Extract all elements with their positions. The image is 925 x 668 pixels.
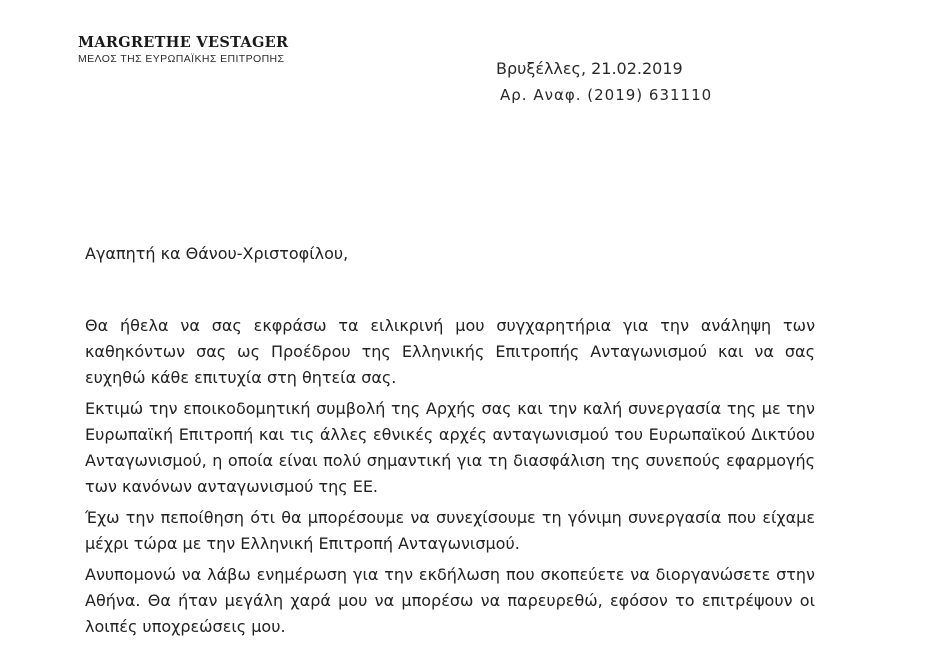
sender-title: ΜΕΛΟΣ ΤΗΣ ΕΥΡΩΠΑΪΚΗΣ ΕΠΙΤΡΟΠΗΣ (78, 53, 285, 65)
body-paragraph-4: Ανυπομονώ να λάβω ενημέρωση για την εκδήλωση που σκοπεύετε να διοργανώσετε στην Αθήνα. Θα ήταν μεγάλη χαρά μου να μπορέσω να παρευρεθώ, εφόσον το επιτρέψουν οι λοιπές υποχρεώσεις μου. (85, 565, 815, 636)
sender-name: MARGRETHE VESTAGER (78, 34, 289, 51)
reference-number: Αρ. Αναφ. (2019) 631110 (500, 86, 713, 104)
body-paragraph-1: Θα ήθελα να σας εκφράσω τα ειλικρινή μου συγχαρητήρια για την ανάληψη των καθηκόντων σας ως Προέδρου της Ελληνικής Επιτροπής Ανταγωνισμού και να σας ευχηθώ κάθε επιτυχία στη θητεία σας. (85, 316, 815, 387)
letterhead (78, 35, 288, 66)
place-date: Βρυξέλλες, 21.02.2019 (496, 59, 683, 78)
body-paragraph-2: Εκτιμώ την εποικοδομητική συμβολή της Αρχής σας και την καλή συνεργασία της με την Ευρωπαϊκή Επιτροπή και τις άλλες εθνικές αρχές ανταγωνισμού του Ευρωπαϊκού Δικτύου Ανταγωνισμού, η οποία είναι πολύ σημαντική για τη διασφάλιση της συνεπούς εφαρμογής των κανόνων ανταγωνισμού της ΕΕ. (85, 399, 815, 496)
body-paragraph-3: Έχω την πεποίθηση ότι θα μπορέσουμε να συνεχίσουμε τη γόνιμη συνεργασία που είχαμε μέχρι τώρα με την Ελληνική Επιτροπή Ανταγωνισμού. (85, 508, 815, 553)
salutation: Αγαπητή κα Θάνου-Χριστοφίλου, (85, 244, 349, 263)
